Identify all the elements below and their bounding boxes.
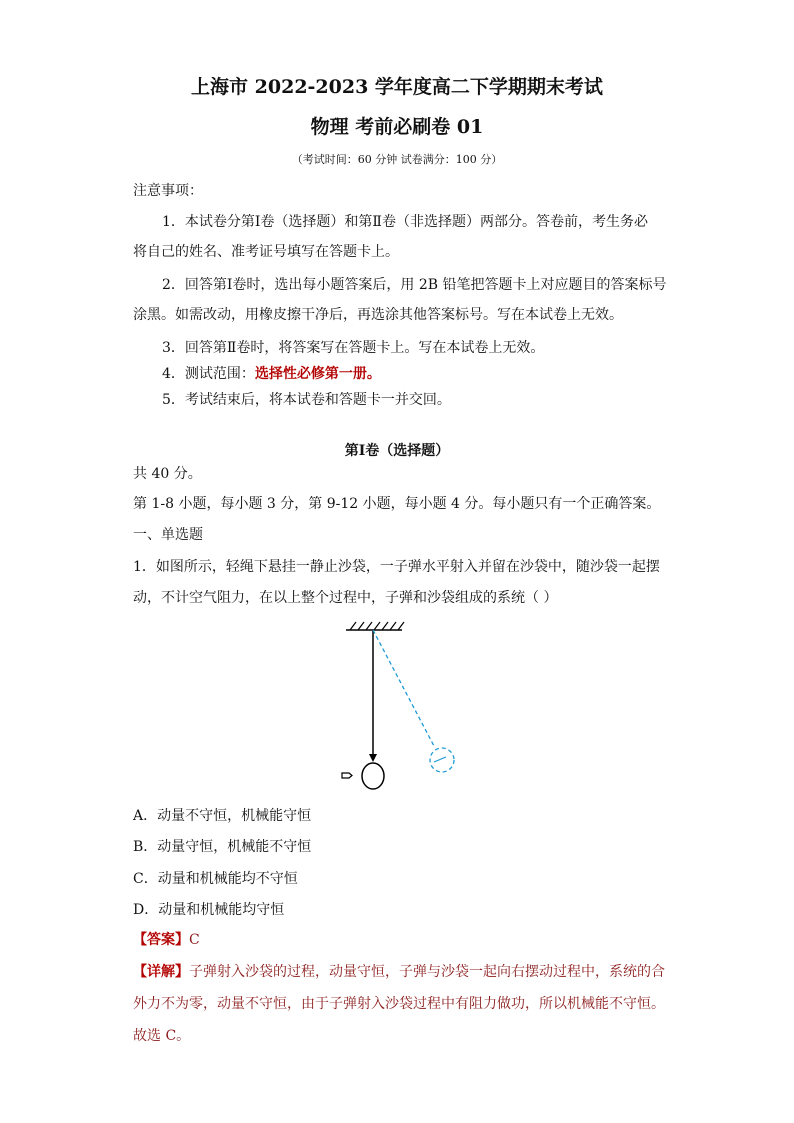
notice-item-1-line-1: 1．本试卷分第Ⅰ卷（选择题）和第Ⅱ卷（非选择题）两部分。答卷前，考生务必 bbox=[162, 214, 648, 230]
exam-title: 上海市 2022-2023 学年度高二下学期期末考试 bbox=[191, 76, 603, 98]
question-1-option-b: B．动量守恒，机械能不守恒 bbox=[133, 839, 312, 855]
notice-item-4-prefix: 4．测试范围： bbox=[162, 366, 255, 382]
notice-item-4 bbox=[162, 364, 381, 384]
section-part: 一、单选题 bbox=[133, 527, 203, 543]
question-1-option-a: A．动量不守恒，机械能守恒 bbox=[133, 808, 312, 824]
section-total: 共 40 分。 bbox=[133, 466, 202, 482]
exam-subtitle: 物理 考前必刷卷 01 bbox=[310, 116, 484, 138]
answer-line bbox=[133, 930, 200, 950]
exam-info: （考试时间：60 分钟 试卷满分：100 分） bbox=[291, 153, 503, 166]
question-1-option-c: C．动量和机械能均不守恒 bbox=[133, 871, 298, 887]
answer-label: 【答案】 bbox=[133, 932, 189, 948]
question-1-stem-line-2: 动，不计空气阻力，在以上整个过程中，子弹和沙袋组成的系统（ ） bbox=[133, 590, 558, 606]
notice-heading: 注意事项： bbox=[133, 183, 203, 199]
ceiling-hatching bbox=[350, 622, 404, 630]
notice-item-2-line-2: 涂黑。如需改动，用橡皮擦干净后，再选涂其他答案标号。写在本试卷上无效。 bbox=[133, 307, 623, 323]
sandbag bbox=[362, 763, 384, 789]
notice-item-4-scope: 选择性必修第一册。 bbox=[254, 366, 381, 382]
notice-item-5: 5．考试结束后，将本试卷和答题卡一并交回。 bbox=[162, 392, 451, 408]
notice-item-3: 3．回答第Ⅱ卷时，将答案写在答题卡上。写在本试卷上无效。 bbox=[162, 340, 545, 356]
swung-sandbag-dashed bbox=[430, 748, 454, 772]
detail-line-1 bbox=[133, 962, 665, 982]
section-title: 第Ⅰ卷（选择题） bbox=[344, 443, 450, 459]
notice-item-1-line-2: 将自己的姓名、准考证号填写在答题卡上。 bbox=[133, 244, 399, 260]
rope-arrow bbox=[369, 754, 377, 762]
detail-line-3: 故选 C。 bbox=[133, 1028, 191, 1044]
bullet bbox=[342, 773, 352, 778]
question-1-stem-line-1: 1．如图所示，轻绳下悬挂一静止沙袋，一子弹水平射入并留在沙袋中，随沙袋一起摆 bbox=[133, 559, 660, 575]
notice-item-2-line-1: 2．回答第Ⅰ卷时，选出每小题答案后，用 2B 铅笔把答题卡上对应题目的答案标号 bbox=[162, 277, 667, 293]
detail-line-2: 外力不为零，动量不守恒，由于子弹射入沙袋过程中有阻力做功，所以机械能不守恒。 bbox=[133, 996, 665, 1012]
detail-label: 【详解】 bbox=[133, 964, 189, 980]
answer-value: C bbox=[189, 932, 200, 948]
swung-bullet-dashed bbox=[434, 757, 446, 762]
section-scoring: 第 1-8 小题，每小题 3 分，第 9-12 小题，每小题 4 分。每小题只有一个正确答案。 bbox=[133, 496, 661, 512]
swung-rope-dashed bbox=[373, 630, 434, 746]
pendulum-figure bbox=[330, 616, 470, 796]
question-1-option-d: D．动量和机械能均守恒 bbox=[133, 902, 285, 918]
detail-text-1: 子弹射入沙袋的过程，动量守恒，子弹与沙袋一起向右摆动过程中，系统的合 bbox=[189, 964, 665, 980]
